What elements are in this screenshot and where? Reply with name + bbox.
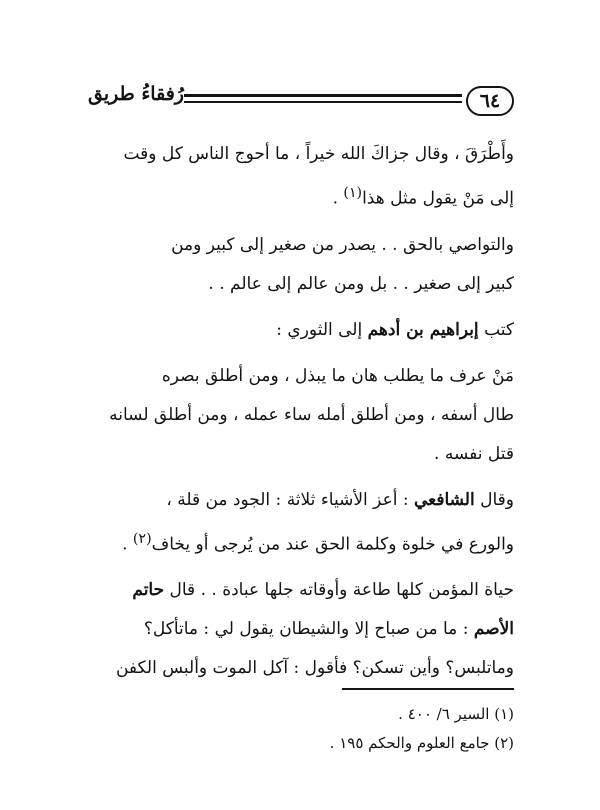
text-run: . <box>122 534 133 555</box>
text-run: كتب <box>478 319 514 340</box>
text-run: وأَطْرَقَ ، وقال جزاكَ الله خيراً ، ما أحوج الناس كل وقت <box>123 144 514 164</box>
text-line <box>88 226 514 265</box>
footnote-2: (٢) جامع العلوم والحكم ١٩٥ . <box>329 734 514 752</box>
text-run: . <box>332 188 344 209</box>
text-run: قتل نفسه . <box>434 443 514 464</box>
text-run: مَنْ عرف ما يطلب هان ما يبذل ، ومن أطلق بصره <box>161 365 514 386</box>
text-run: : ما من صباح إلا والشيطان يقول لي : ماتأكل؟ <box>143 619 474 640</box>
text-run: والتواصي بالحق . . يصدر من صغير إلى كبير ومن <box>171 234 514 255</box>
text-line <box>88 396 514 435</box>
text-run: وقال <box>474 489 514 510</box>
page-number: ٦٤ <box>466 86 514 116</box>
paragraph <box>88 481 514 565</box>
paragraph <box>88 135 514 219</box>
running-title: رُفقاءُ طريق <box>88 83 184 105</box>
text-line <box>88 135 514 174</box>
text-run: وماتلبس؟ وأين تسكن؟ فأقول : آكل الموت وألبس الكفن <box>115 658 514 679</box>
text-line <box>88 265 514 304</box>
footnote-1: (١) السير ٦/ ٤٠٠ . <box>398 705 514 723</box>
text-run: إلى مَنْ يقول مثل هذا <box>362 188 514 209</box>
paragraph <box>88 226 514 304</box>
header-rule <box>184 94 462 97</box>
header-rule-thin <box>184 101 462 103</box>
text-line <box>88 481 514 520</box>
text-line <box>88 435 514 474</box>
bold-name: الأصم <box>473 619 514 640</box>
text-line <box>88 174 514 219</box>
text-run: إلى الثوري : <box>276 319 368 340</box>
text-run: : أعز الأشياء ثلاثة : الجود من قلة ، <box>166 489 414 510</box>
text-line <box>88 610 514 649</box>
text-run: والورع في خلوة وكلمة الحق عند من يُرجى أو يخاف <box>151 534 514 555</box>
footnote-separator <box>342 688 514 690</box>
bold-name: الشافعي <box>413 489 475 510</box>
footnote-ref: (١) <box>343 185 363 201</box>
page-header <box>88 82 514 122</box>
page-body <box>88 135 514 688</box>
text-line <box>88 520 514 565</box>
text-line <box>88 311 514 350</box>
text-run: كبير إلى صغير . . بل ومن عالم إلى عالم . . <box>208 273 514 294</box>
bold-name: حاتم <box>132 580 165 601</box>
text-line <box>88 649 514 688</box>
text-run: حياة المؤمن كلها طاعة وأوقاته جلها عبادة . . قال <box>164 580 514 601</box>
paragraph <box>88 311 514 350</box>
text-line <box>88 357 514 396</box>
footnotes <box>94 700 514 758</box>
text-run: طال أسفه ، ومن أطلق أمله ساء عمله ، ومن أطلق لسانه <box>109 404 514 425</box>
text-line <box>88 571 514 610</box>
paragraph <box>88 571 514 688</box>
footnote-ref: (٢) <box>132 530 152 547</box>
paragraph <box>88 357 514 474</box>
bold-name: إبراهيم بن أدهم <box>367 319 479 340</box>
